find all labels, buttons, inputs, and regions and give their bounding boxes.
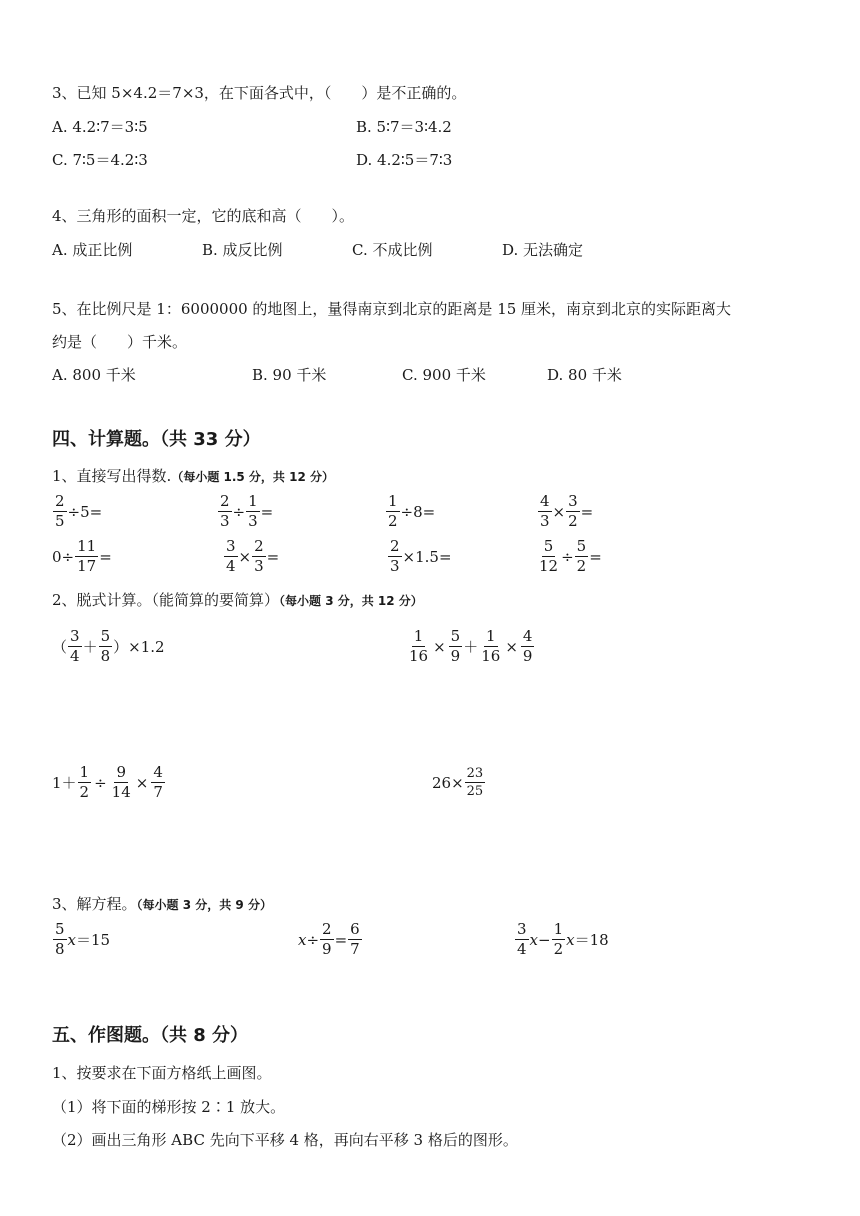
close-paren-tail: ）×1.2 (113, 638, 165, 656)
denominator: 8 (100, 647, 111, 665)
q3-option-c: C. 7∶5＝4.2∶3 (52, 151, 148, 169)
numerator: 2 (55, 492, 65, 510)
expression-lead: 26× (432, 773, 464, 792)
denominator: 2 (388, 512, 398, 530)
oral-item-4 (537, 494, 593, 529)
denominator: 4 (226, 557, 236, 575)
denominator: 9 (450, 647, 461, 665)
q4-stem: 4、三角形的面积一定，它的底和高（ ）。 (52, 207, 355, 225)
numerator: 1 (413, 627, 424, 645)
denominator: 3 (220, 512, 230, 530)
numerator: 4 (522, 627, 533, 645)
denominator: 2 (79, 783, 90, 801)
expression-tail: = (589, 547, 602, 566)
q5-stem-line2: 约是（ ）千米。 (52, 333, 188, 351)
denominator: 3 (390, 557, 400, 575)
denominator: 9 (322, 940, 332, 958)
denominator: 7 (153, 783, 163, 801)
q5-option-d: D. 80 千米 (547, 366, 622, 384)
numerator: 6 (350, 920, 360, 938)
variable-x: x (566, 930, 575, 949)
numerator: 2 (220, 492, 230, 510)
numerator: 23 (466, 766, 484, 781)
operator: × (135, 773, 149, 792)
variable-x: x (298, 930, 307, 949)
part2-title-text: 2、脱式计算。（能简算的要简算） (52, 591, 280, 609)
part1-title-text: 1、直接写出得数. (52, 467, 172, 485)
numerator: 3 (70, 627, 80, 645)
equation-3 (514, 922, 609, 957)
numerator: 1 (388, 492, 398, 510)
q3-stem: 3、已知 5×4.2＝7×3，在下面各式中，（ ）是不正确的。 (52, 84, 467, 102)
denominator: 14 (111, 783, 131, 801)
part3-score-note: （每小题 3 分，共 9 分） (136, 898, 272, 912)
q4-option-c: C. 不成比例 (352, 241, 433, 259)
denominator: 2 (576, 557, 587, 575)
section-4-part3-title (52, 893, 272, 914)
denominator: 9 (522, 647, 533, 665)
oral-item-3 (385, 494, 435, 529)
q3-option-d: D. 4.2∶5＝7∶3 (356, 151, 453, 169)
expression-tail: = (266, 547, 280, 566)
equation-tail: ＝15 (76, 931, 111, 949)
numerator: 5 (576, 537, 587, 555)
denominator: 16 (481, 647, 501, 665)
section-4-part1-title (52, 465, 334, 486)
numerator: 2 (254, 537, 264, 555)
part1-score-note: （每小题 1.5 分，共 12 分） (171, 470, 334, 484)
denominator: 2 (568, 512, 578, 530)
expression-tail: 8= (413, 502, 436, 521)
numerator: 1 (553, 920, 564, 938)
numerator: 3 (226, 537, 236, 555)
numerator: 2 (322, 920, 332, 938)
denominator: 2 (553, 940, 564, 958)
operator: × (433, 637, 446, 656)
section-5-part1: 1、按要求在下面方格纸上画图。 (52, 1064, 272, 1082)
numerator: 2 (390, 537, 400, 555)
numerator: 5 (450, 627, 461, 645)
numerator: 5 (55, 920, 65, 938)
denominator: 3 (248, 512, 258, 530)
operator: ÷ (232, 502, 246, 521)
operator: ÷ (306, 930, 320, 949)
calc-expression-4 (432, 767, 486, 798)
numerator: 3 (517, 920, 527, 938)
numerator: 1 (79, 763, 90, 781)
denominator: 4 (517, 940, 527, 958)
operator: × (238, 547, 252, 566)
equation-tail: ＝18 (574, 931, 609, 949)
equation-1 (52, 922, 110, 957)
operator: × (402, 547, 416, 566)
section-5-sub2: （2）画出三角形 ABC 先向下平移 4 格，再向右平移 3 格后的图形。 (52, 1131, 518, 1149)
oral-item-8 (536, 539, 602, 574)
operator: ÷ (67, 502, 81, 521)
oral-item-5 (52, 539, 112, 574)
operator: × (505, 637, 518, 656)
section-4-part2-title (52, 589, 423, 610)
denominator: 17 (77, 557, 97, 575)
q5-option-c: C. 900 千米 (402, 366, 486, 384)
operator: ÷ (94, 773, 107, 792)
open-paren: （ (52, 638, 68, 656)
variable-x: x (67, 930, 77, 949)
denominator: 3 (254, 557, 264, 575)
numerator: 9 (116, 763, 126, 781)
numerator: 1 (486, 627, 496, 645)
q4-option-a: A. 成正比例 (52, 241, 133, 259)
numerator: 4 (153, 763, 163, 781)
numerator: 5 (543, 537, 554, 555)
denominator: 8 (55, 940, 65, 958)
denominator: 16 (409, 647, 429, 665)
q3-option-a: A. 4.2∶7＝3∶5 (52, 118, 148, 136)
denominator: 4 (70, 647, 80, 665)
expression-tail: = (260, 502, 274, 521)
denominator: 7 (350, 940, 360, 958)
variable-x: x (529, 930, 539, 949)
equation-2 (298, 922, 363, 957)
numerator: 5 (100, 627, 111, 645)
calc-expression-2 (406, 629, 535, 664)
denominator: 3 (540, 512, 550, 530)
q5-option-a: A. 800 千米 (52, 366, 136, 384)
operator: ＋ (463, 638, 479, 656)
operator: − (538, 930, 551, 949)
calc-expression-3 (52, 765, 166, 800)
q4-option-b: B. 成反比例 (202, 241, 283, 259)
section-5-title: 五、作图题。（共 8 分） (52, 1025, 249, 1046)
operator: × (552, 502, 566, 521)
numerator: 11 (77, 537, 97, 555)
q3-option-b: B. 5∶7＝3∶4.2 (356, 118, 452, 136)
operator: ÷ (561, 547, 574, 566)
denominator: 12 (539, 557, 559, 575)
oral-item-7 (387, 539, 452, 574)
oral-item-1 (52, 494, 102, 529)
expression-lead: 1＋ (52, 774, 77, 792)
operator: ＋ (82, 638, 98, 656)
expression-tail: 5= (80, 502, 103, 521)
expression-tail: 1.5= (415, 547, 452, 566)
expression-tail: = (99, 547, 112, 566)
section-4-title: 四、计算题。（共 33 分） (52, 429, 261, 450)
denominator: 5 (55, 512, 65, 530)
section-5-sub1: （1）将下面的梯形按 2∶1 放大。 (52, 1098, 286, 1116)
q5-option-b: B. 90 千米 (252, 366, 327, 384)
denominator: 25 (466, 784, 484, 799)
q5-stem-line1: 5、在比例尺是 1：6000000 的地图上，量得南京到北京的距离是 15 厘米，南京到北京的实际距离大 (52, 300, 732, 318)
part3-title-text: 3、解方程。 (52, 895, 137, 913)
operator: ÷ (400, 502, 414, 521)
numerator: 1 (248, 492, 258, 510)
part2-score-note: （每小题 3 分，共 12 分） (279, 594, 423, 608)
numerator: 4 (540, 492, 550, 510)
expression-tail: = (580, 502, 594, 521)
expression-lead: 0÷ (52, 547, 75, 566)
q4-option-d: D. 无法确定 (502, 241, 584, 259)
oral-item-6 (223, 539, 279, 574)
equals-sign: = (334, 930, 348, 949)
numerator: 3 (568, 492, 578, 510)
oral-item-2 (217, 494, 273, 529)
calc-expression-1 (52, 629, 165, 664)
